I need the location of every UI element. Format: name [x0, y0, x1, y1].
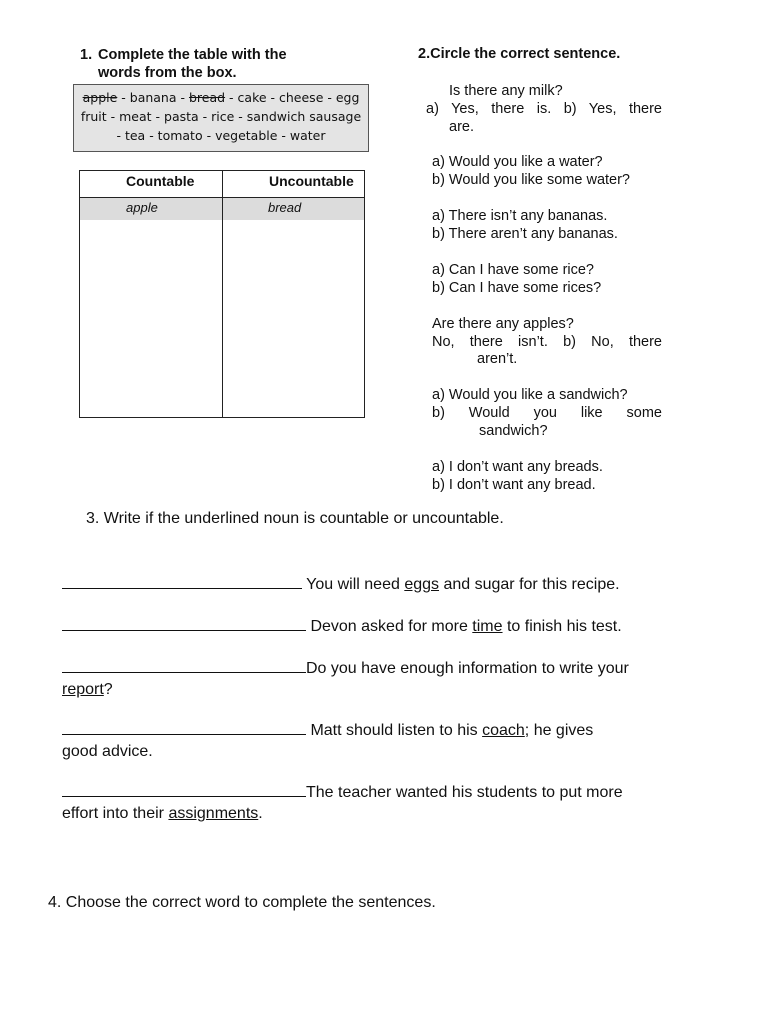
underlined-noun-coach: coach — [482, 722, 525, 739]
sentence-3: Do you have enough information to write your report? — [62, 657, 662, 700]
answer-blank-2[interactable] — [62, 615, 306, 631]
section4-title: 4. Choose the correct word to complete the sentences. — [48, 894, 436, 911]
word-apple-crossed: apple — [82, 90, 118, 105]
header-divider — [80, 197, 364, 198]
underlined-noun-assignments: assignments — [168, 805, 259, 822]
sentence-4: Matt should listen to his coach; he gives good advice. — [62, 719, 662, 762]
answer-blank-3[interactable] — [62, 657, 306, 673]
q3-option-a: a) There isn’t any bananas. — [432, 208, 608, 224]
q2-option-b: b) Would you like some water? — [432, 172, 630, 188]
q7-option-a: a) I don’t want any breads. — [432, 459, 603, 475]
q1-options: a) Yes, there is. b) Yes, there — [426, 101, 662, 117]
q4-option-a: a) Can I have some rice? — [432, 262, 594, 278]
answer-blank-1[interactable] — [62, 573, 302, 589]
sentence-1: You will need eggs and sugar for this recipe. — [62, 573, 662, 595]
q1-options-cont: are. — [449, 119, 474, 135]
underlined-noun-time: time — [472, 618, 503, 635]
q5-options-cont: aren’t. — [477, 351, 518, 367]
word-box-line1: apple - banana - bread - cake - cheese - egg — [82, 90, 360, 105]
word-box-line3: - tea - tomato - vegetable - water — [116, 128, 326, 143]
example-countable: apple — [126, 200, 158, 215]
column-divider — [222, 171, 223, 417]
header-countable: Countable — [126, 173, 195, 189]
example-uncountable: bread — [268, 200, 302, 215]
q5-options: No, there isn’t. b) No, there — [432, 334, 662, 350]
q3-option-b: b) There aren’t any bananas. — [432, 226, 618, 242]
answer-blank-4[interactable] — [62, 719, 306, 735]
q6-option-b-cont: sandwich? — [479, 423, 548, 439]
sentence-5: The teacher wanted his students to put more effort into their assignments. — [62, 781, 662, 824]
q7-option-b: b) I don’t want any bread. — [432, 477, 596, 493]
section1-number: 1. — [80, 47, 93, 63]
underlined-noun-report: report — [62, 681, 104, 698]
q6-option-b: b) Would you like some — [432, 405, 662, 421]
answer-blank-5[interactable] — [62, 781, 306, 797]
section3-title: 3. Write if the underlined noun is countable or uncountable. — [86, 510, 504, 527]
q1-stem: Is there any milk? — [449, 83, 563, 99]
section1-title: 1. Complete the table with the words from the box. — [80, 47, 287, 81]
section2-title: 2.Circle the correct sentence. — [418, 46, 621, 62]
sentence-2: Devon asked for more time to finish his test. — [62, 615, 662, 637]
q5-stem: Are there any apples? — [432, 316, 574, 332]
q4-option-b: b) Can I have some rices? — [432, 280, 602, 296]
word-box — [73, 84, 369, 152]
q6-option-a: a) Would you like a sandwich? — [432, 387, 628, 403]
word-bread-crossed: bread — [188, 90, 226, 105]
underlined-noun-eggs: eggs — [404, 576, 440, 593]
word-box-line2: fruit - meat - pasta - rice - sandwich sausage — [80, 109, 362, 124]
q2-option-a: a) Would you like a water? — [432, 154, 603, 170]
countable-table — [79, 170, 365, 418]
header-uncountable: Uncountable — [269, 173, 354, 189]
